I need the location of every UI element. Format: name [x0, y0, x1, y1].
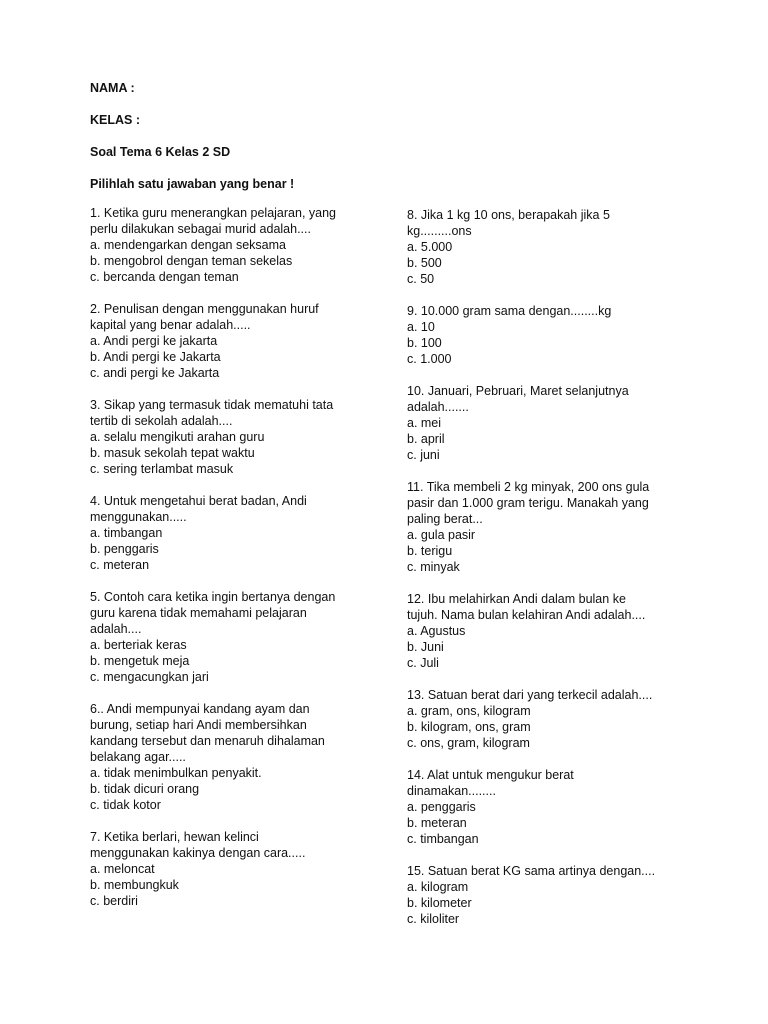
question-text: kapital yang benar adalah..... — [90, 318, 251, 332]
answer-option: c. mengacungkan jari — [90, 670, 209, 684]
answer-option: a. mei — [407, 416, 442, 430]
question-text: tertib di sekolah adalah.... — [90, 414, 233, 428]
question-text: adalah....... — [407, 400, 469, 414]
class-field-label: KELAS : — [90, 113, 140, 127]
answer-option: c. bercanda dengan teman — [90, 270, 239, 284]
question-text: kg.........ons — [407, 224, 472, 238]
answer-option: c. Juli — [407, 656, 439, 670]
answer-option: b. meteran — [407, 816, 467, 830]
answer-option: a. Agustus — [407, 624, 466, 638]
answer-option: b. masuk sekolah tepat waktu — [90, 446, 255, 460]
question-block — [90, 301, 390, 381]
question-block — [407, 591, 707, 671]
answer-option: c. 50 — [407, 272, 435, 286]
answer-option: a. mendengarkan dengan seksama — [90, 238, 286, 252]
answer-option: c. meteran — [90, 558, 150, 572]
question-text: 7. Ketika berlari, hewan kelinci — [90, 830, 259, 844]
answer-option: c. ons, gram, kilogram — [407, 736, 530, 750]
question-text: menggunakan kakinya dengan cara..... — [90, 846, 306, 860]
question-text: 2. Penulisan dengan menggunakan huruf — [90, 302, 319, 316]
answer-option: a. 5.000 — [407, 240, 453, 254]
question-block — [407, 383, 707, 463]
answer-option: c. minyak — [407, 560, 460, 574]
answer-option: b. 500 — [407, 256, 442, 270]
question-block — [90, 829, 390, 909]
instruction-text: Pilihlah satu jawaban yang benar ! — [90, 177, 295, 191]
question-text: burung, setiap hari Andi membersihkan — [90, 718, 307, 732]
answer-option: a. gram, ons, kilogram — [407, 704, 531, 718]
question-block — [407, 863, 707, 927]
question-text: 14. Alat untuk mengukur berat — [407, 768, 574, 782]
question-text: kandang tersebut dan menaruh dihalaman — [90, 734, 325, 748]
answer-option: c. tidak kotor — [90, 798, 161, 812]
question-text: adalah.... — [90, 622, 142, 636]
question-block — [90, 397, 390, 477]
answer-option: b. membungkuk — [90, 878, 179, 892]
question-text: 13. Satuan berat dari yang terkecil adalah.... — [407, 688, 653, 702]
answer-option: a. penggaris — [407, 800, 476, 814]
question-text: 1. Ketika guru menerangkan pelajaran, yang — [90, 206, 336, 220]
answer-option: c. andi pergi ke Jakarta — [90, 366, 220, 380]
question-block — [407, 479, 707, 575]
question-text: 4. Untuk mengetahui berat badan, Andi — [90, 494, 307, 508]
question-text: paling berat... — [407, 512, 483, 526]
question-text: 15. Satuan berat KG sama artinya dengan.... — [407, 864, 656, 878]
question-block — [90, 493, 390, 573]
answer-option: c. timbangan — [407, 832, 479, 846]
answer-option: b. 100 — [407, 336, 442, 350]
question-text: 3. Sikap yang termasuk tidak mematuhi tata — [90, 398, 334, 412]
answer-option: b. penggaris — [90, 542, 159, 556]
answer-option: b. mengetuk meja — [90, 654, 190, 668]
question-block — [90, 205, 390, 285]
answer-option: a. timbangan — [90, 526, 163, 540]
answer-option: a. Andi pergi ke jakarta — [90, 334, 218, 348]
answer-option: b. mengobrol dengan teman sekelas — [90, 254, 293, 268]
question-block — [90, 701, 390, 813]
answer-option: a. berteriak keras — [90, 638, 187, 652]
right-question-column — [407, 207, 707, 927]
question-text: 8. Jika 1 kg 10 ons, berapakah jika 5 — [407, 208, 610, 222]
question-text: menggunakan..... — [90, 510, 187, 524]
question-text: belakang agar..... — [90, 750, 186, 764]
answer-option: c. berdiri — [90, 894, 138, 908]
question-text: guru karena tidak memahami pelajaran — [90, 606, 307, 620]
answer-option: b. terigu — [407, 544, 453, 558]
question-block — [407, 687, 707, 751]
question-block — [90, 589, 390, 685]
question-text: dinamakan........ — [407, 784, 496, 798]
answer-option: c. kiloliter — [407, 912, 460, 926]
question-text: 5. Contoh cara ketika ingin bertanya dengan — [90, 590, 336, 604]
question-block — [407, 767, 707, 847]
answer-option: a. gula pasir — [407, 528, 476, 542]
answer-option: c. sering terlambat masuk — [90, 462, 234, 476]
answer-option: a. selalu mengikuti arahan guru — [90, 430, 265, 444]
answer-option: a. meloncat — [90, 862, 155, 876]
answer-option: b. Juni — [407, 640, 444, 654]
worksheet-title: Soal Tema 6 Kelas 2 SD — [90, 145, 231, 159]
question-text: pasir dan 1.000 gram terigu. Manakah yang — [407, 496, 649, 510]
answer-option: c. juni — [407, 448, 440, 462]
question-text: 10. Januari, Pebruari, Maret selanjutnya — [407, 384, 629, 398]
question-text: 9. 10.000 gram sama dengan........kg — [407, 304, 612, 318]
left-question-column — [90, 205, 390, 909]
question-text: 11. Tika membeli 2 kg minyak, 200 ons gula — [407, 480, 650, 494]
answer-option: b. kilometer — [407, 896, 472, 910]
answer-option: a. tidak menimbulkan penyakit. — [90, 766, 262, 780]
question-text: perlu dilakukan sebagai murid adalah.... — [90, 222, 311, 236]
name-field-label: NAMA : — [90, 81, 135, 95]
answer-option: c. 1.000 — [407, 352, 452, 366]
question-text: 6.. Andi mempunyai kandang ayam dan — [90, 702, 310, 716]
question-block — [407, 207, 707, 287]
question-text: tujuh. Nama bulan kelahiran Andi adalah.... — [407, 608, 646, 622]
answer-option: b. Andi pergi ke Jakarta — [90, 350, 221, 364]
answer-option: b. kilogram, ons, gram — [407, 720, 531, 734]
answer-option: b. tidak dicuri orang — [90, 782, 200, 796]
question-block — [407, 303, 707, 367]
answer-option: a. kilogram — [407, 880, 469, 894]
question-text: 12. Ibu melahirkan Andi dalam bulan ke — [407, 592, 626, 606]
answer-option: b. april — [407, 432, 445, 446]
answer-option: a. 10 — [407, 320, 435, 334]
